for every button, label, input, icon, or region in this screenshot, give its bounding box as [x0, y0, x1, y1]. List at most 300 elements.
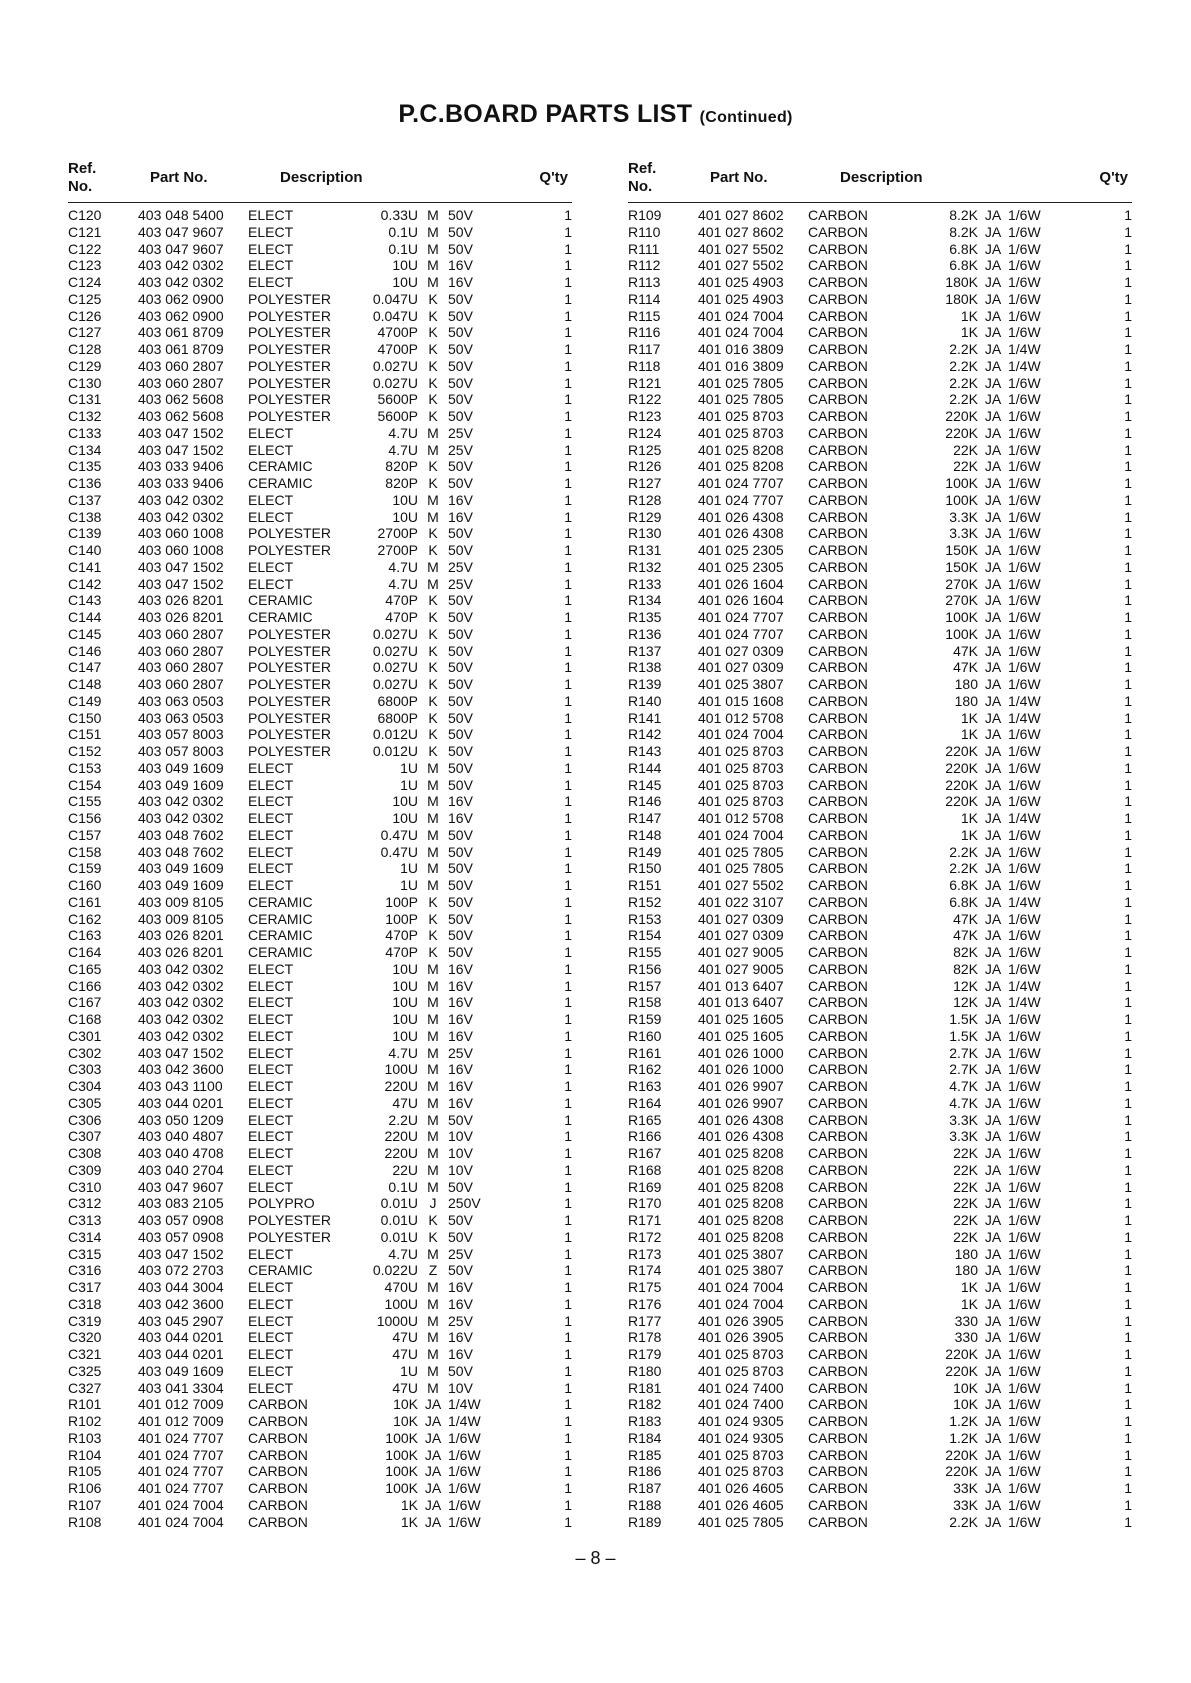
- description-cell: POLYESTER: [248, 1228, 331, 1245]
- part-no-cell: 401 025 8703: [698, 743, 784, 759]
- part-no-cell: 403 042 0302: [138, 960, 224, 977]
- tolerance-cell: JA: [984, 692, 1002, 709]
- rating-cell: 50V: [448, 860, 473, 877]
- value-cell: 33K: [953, 1496, 978, 1513]
- tolerance-cell: M: [427, 994, 439, 1011]
- description-cell: POLYESTER: [248, 341, 331, 357]
- quantity-cell: 1: [564, 508, 572, 525]
- part-no-cell: 401 027 0309: [698, 910, 784, 927]
- value-cell: 2700P: [377, 525, 418, 542]
- quantity-cell: 1: [564, 743, 572, 759]
- value-cell: 4700P: [377, 324, 418, 341]
- description-cell: CARBON: [808, 1111, 868, 1128]
- quantity-cell: 1: [1124, 341, 1132, 357]
- rating-cell: 1/6W: [1008, 1145, 1041, 1161]
- rating-cell: 50V: [448, 542, 473, 558]
- quantity-cell: 1: [1124, 860, 1132, 877]
- rating-cell: 1/6W: [1008, 1061, 1041, 1078]
- ref-no-cell: C305: [68, 1094, 102, 1111]
- value-cell: 10K: [393, 1396, 418, 1413]
- table-row: [628, 492, 1132, 509]
- part-no-cell: 403 062 5608: [138, 408, 224, 424]
- table-row: [68, 860, 572, 877]
- quantity-cell: 1: [564, 1346, 572, 1362]
- table-row: [68, 1346, 572, 1363]
- table-row: [68, 827, 572, 844]
- value-cell: 100K: [945, 609, 978, 625]
- description-cell: POLYESTER: [248, 659, 331, 676]
- quantity-cell: 1: [564, 357, 572, 374]
- table-row: [628, 525, 1132, 542]
- quantity-cell: 1: [1124, 240, 1132, 257]
- rating-cell: 25V: [448, 1245, 473, 1262]
- quantity-cell: 1: [564, 458, 572, 475]
- part-no-cell: 403 042 0302: [138, 793, 224, 810]
- part-no-cell: 403 050 1209: [138, 1111, 224, 1128]
- description-cell: POLYPRO: [248, 1195, 315, 1212]
- tolerance-cell: J: [429, 1195, 437, 1212]
- rating-cell: 50V: [448, 207, 473, 223]
- part-no-cell: 401 024 7707: [698, 609, 784, 625]
- value-cell: 1U: [400, 1362, 418, 1379]
- header-qty: Q'ty: [1099, 169, 1128, 186]
- rating-cell: 16V: [448, 1279, 473, 1295]
- rating-cell: 16V: [448, 977, 473, 994]
- ref-no-cell: C152: [68, 743, 102, 759]
- ref-no-cell: R154: [628, 927, 662, 944]
- rating-cell: 1/6W: [1008, 910, 1041, 927]
- description-cell: POLYESTER: [248, 374, 331, 391]
- table-row: [68, 1380, 572, 1397]
- rating-cell: 50V: [448, 1262, 473, 1279]
- value-cell: 10U: [392, 960, 418, 977]
- table-row: [68, 576, 572, 593]
- description-cell: CARBON: [808, 960, 868, 977]
- description-cell: CARBON: [808, 726, 868, 743]
- part-no-cell: 401 016 3809: [698, 341, 784, 357]
- tolerance-cell: K: [428, 726, 438, 743]
- table-row: [68, 743, 572, 760]
- table-row: [628, 207, 1132, 224]
- table-row: [628, 844, 1132, 861]
- ref-no-cell: R174: [628, 1262, 662, 1279]
- value-cell: 22K: [953, 441, 978, 458]
- part-no-cell: 403 047 1502: [138, 558, 224, 575]
- tolerance-cell: JA: [984, 843, 1002, 860]
- part-no-cell: 401 027 0309: [698, 642, 784, 659]
- tolerance-cell: M: [427, 1362, 439, 1379]
- quantity-cell: 1: [564, 441, 572, 458]
- quantity-cell: 1: [564, 944, 572, 960]
- table-row: [628, 978, 1132, 995]
- table-row: [68, 308, 572, 325]
- part-no-cell: 403 048 5400: [138, 207, 224, 223]
- value-cell: 2.2K: [949, 1513, 978, 1530]
- ref-no-cell: C302: [68, 1044, 102, 1061]
- rating-cell: 1/6W: [1008, 207, 1041, 223]
- rating-cell: 1/6W: [1008, 1279, 1041, 1295]
- part-no-cell: 401 024 9305: [698, 1429, 784, 1446]
- part-no-cell: 403 042 0302: [138, 274, 224, 290]
- value-cell: 1.2K: [949, 1413, 978, 1429]
- part-no-cell: 401 027 8602: [698, 223, 784, 240]
- tolerance-cell: JA: [984, 860, 1002, 877]
- tolerance-cell: JA: [984, 324, 1002, 341]
- value-cell: 0.027U: [372, 374, 418, 391]
- value-cell: 47K: [953, 659, 978, 676]
- value-cell: 0.1U: [388, 223, 418, 240]
- ref-no-cell: R167: [628, 1145, 662, 1161]
- rating-cell: 1/6W: [448, 1480, 481, 1496]
- ref-no-cell: R150: [628, 860, 662, 877]
- tolerance-cell: K: [428, 592, 438, 609]
- value-cell: 10U: [392, 810, 418, 826]
- table-row: [628, 257, 1132, 274]
- description-cell: CARBON: [808, 575, 868, 592]
- quantity-cell: 1: [1124, 223, 1132, 240]
- part-no-cell: 403 057 0908: [138, 1212, 224, 1228]
- quantity-cell: 1: [1124, 1111, 1132, 1128]
- quantity-cell: 1: [564, 759, 572, 776]
- quantity-cell: 1: [1124, 207, 1132, 223]
- tolerance-cell: JA: [984, 1446, 1002, 1463]
- description-cell: CARBON: [808, 843, 868, 860]
- part-no-cell: 401 026 4308: [698, 525, 784, 542]
- rating-cell: 1/6W: [1008, 1044, 1041, 1061]
- ref-no-cell: C163: [68, 927, 102, 944]
- description-cell: CARBON: [808, 1145, 868, 1161]
- ref-no-cell: R168: [628, 1161, 662, 1178]
- quantity-cell: 1: [564, 391, 572, 408]
- value-cell: 2.7K: [949, 1061, 978, 1078]
- ref-no-cell: C319: [68, 1312, 102, 1329]
- ref-no-cell: C167: [68, 994, 102, 1011]
- rating-cell: 25V: [448, 1044, 473, 1061]
- part-no-cell: 403 042 0302: [138, 491, 224, 508]
- value-cell: 270K: [945, 575, 978, 592]
- tolerance-cell: M: [427, 491, 439, 508]
- rating-cell: 50V: [448, 374, 473, 391]
- parts-table-left: [68, 158, 572, 1530]
- description-cell: ELECT: [248, 508, 294, 525]
- tolerance-cell: JA: [984, 341, 1002, 357]
- value-cell: 0.47U: [380, 826, 418, 843]
- ref-no-cell: C150: [68, 709, 102, 726]
- rating-cell: 1/6W: [1008, 223, 1041, 240]
- part-no-cell: 401 025 4903: [698, 274, 784, 290]
- quantity-cell: 1: [564, 525, 572, 542]
- quantity-cell: 1: [1124, 709, 1132, 726]
- quantity-cell: 1: [1124, 357, 1132, 374]
- description-cell: CERAMIC: [248, 475, 313, 491]
- table-row: [68, 994, 572, 1011]
- value-cell: 4.7U: [388, 424, 418, 441]
- rating-cell: 1/6W: [1008, 1212, 1041, 1228]
- description-cell: ELECT: [248, 1111, 294, 1128]
- value-cell: 220K: [945, 776, 978, 793]
- rating-cell: 1/6W: [448, 1463, 481, 1480]
- value-cell: 10U: [392, 1027, 418, 1044]
- quantity-cell: 1: [1124, 1027, 1132, 1044]
- quantity-cell: 1: [564, 274, 572, 290]
- ref-no-cell: R131: [628, 542, 662, 558]
- part-no-cell: 403 060 2807: [138, 642, 224, 659]
- tolerance-cell: JA: [984, 1161, 1002, 1178]
- quantity-cell: 1: [1124, 1413, 1132, 1429]
- rating-cell: 1/6W: [1008, 609, 1041, 625]
- quantity-cell: 1: [1124, 424, 1132, 441]
- ref-no-cell: R184: [628, 1429, 662, 1446]
- quantity-cell: 1: [1124, 542, 1132, 558]
- description-cell: CARBON: [808, 1279, 868, 1295]
- value-cell: 82K: [953, 960, 978, 977]
- quantity-cell: 1: [1124, 257, 1132, 274]
- quantity-cell: 1: [1124, 307, 1132, 324]
- ref-no-cell: R170: [628, 1195, 662, 1212]
- rating-cell: 1/6W: [1008, 759, 1041, 776]
- ref-no-cell: R157: [628, 977, 662, 994]
- value-cell: 10K: [953, 1396, 978, 1413]
- part-no-cell: 403 060 2807: [138, 357, 224, 374]
- quantity-cell: 1: [564, 977, 572, 994]
- ref-no-cell: C307: [68, 1128, 102, 1145]
- part-no-cell: 403 060 2807: [138, 659, 224, 676]
- part-no-cell: 401 024 7400: [698, 1379, 784, 1396]
- table-row: [68, 911, 572, 928]
- rating-cell: 1/6W: [1008, 960, 1041, 977]
- quantity-cell: 1: [1124, 1279, 1132, 1295]
- table-row: [68, 1413, 572, 1430]
- value-cell: 0.027U: [372, 642, 418, 659]
- table-row: [68, 877, 572, 894]
- quantity-cell: 1: [564, 1446, 572, 1463]
- quantity-cell: 1: [564, 1312, 572, 1329]
- part-no-cell: 401 026 1604: [698, 575, 784, 592]
- ref-no-cell: R122: [628, 391, 662, 408]
- description-cell: CARBON: [808, 357, 868, 374]
- rating-cell: 1/6W: [1008, 558, 1041, 575]
- table-row: [628, 375, 1132, 392]
- description-cell: POLYESTER: [248, 542, 331, 558]
- table-row: [68, 291, 572, 308]
- part-no-cell: 403 033 9406: [138, 475, 224, 491]
- ref-no-cell: R139: [628, 676, 662, 692]
- tolerance-cell: M: [427, 843, 439, 860]
- tolerance-cell: K: [428, 743, 438, 759]
- description-cell: ELECT: [248, 877, 294, 893]
- quantity-cell: 1: [564, 1262, 572, 1279]
- part-no-cell: 403 060 2807: [138, 676, 224, 692]
- table-row: [628, 827, 1132, 844]
- tolerance-cell: K: [428, 324, 438, 341]
- quantity-cell: 1: [564, 910, 572, 927]
- part-no-cell: 403 048 7602: [138, 843, 224, 860]
- table-row: [68, 492, 572, 509]
- ref-no-cell: C303: [68, 1061, 102, 1078]
- value-cell: 0.047U: [372, 307, 418, 324]
- description-cell: CARBON: [808, 475, 868, 491]
- ref-no-cell: R127: [628, 475, 662, 491]
- table-row: [628, 944, 1132, 961]
- tolerance-cell: JA: [984, 1262, 1002, 1279]
- value-cell: 1.2K: [949, 1429, 978, 1446]
- ref-no-cell: R104: [68, 1446, 102, 1463]
- part-no-cell: 403 047 9607: [138, 223, 224, 240]
- part-no-cell: 401 025 7805: [698, 860, 784, 877]
- tolerance-cell: JA: [984, 1513, 1002, 1530]
- value-cell: 270K: [945, 592, 978, 609]
- ref-no-cell: C149: [68, 692, 102, 709]
- rating-cell: 1/4W: [1008, 357, 1041, 374]
- part-no-cell: 401 025 7805: [698, 391, 784, 408]
- rating-cell: 50V: [448, 1362, 473, 1379]
- value-cell: 10U: [392, 793, 418, 810]
- rating-cell: 50V: [448, 927, 473, 944]
- rating-cell: 50V: [448, 475, 473, 491]
- ref-no-cell: R123: [628, 408, 662, 424]
- ref-no-cell: R124: [628, 424, 662, 441]
- tolerance-cell: M: [427, 1111, 439, 1128]
- quantity-cell: 1: [1124, 893, 1132, 910]
- value-cell: 100P: [385, 910, 418, 927]
- quantity-cell: 1: [1124, 374, 1132, 391]
- tolerance-cell: JA: [984, 927, 1002, 944]
- table-row: [628, 1430, 1132, 1447]
- description-cell: CARBON: [808, 1027, 868, 1044]
- table-row: [628, 442, 1132, 459]
- quantity-cell: 1: [1124, 1212, 1132, 1228]
- header-rule: [68, 202, 572, 203]
- rating-cell: 1/6W: [1008, 441, 1041, 458]
- ref-no-cell: C313: [68, 1212, 102, 1228]
- ref-no-cell: R185: [628, 1446, 662, 1463]
- description-cell: CARBON: [808, 274, 868, 290]
- tolerance-cell: JA: [984, 1379, 1002, 1396]
- value-cell: 220K: [945, 1346, 978, 1362]
- table-row: [68, 207, 572, 224]
- quantity-cell: 1: [1124, 391, 1132, 408]
- rating-cell: 50V: [448, 307, 473, 324]
- table-header-left: [68, 158, 568, 202]
- part-no-cell: 403 044 3004: [138, 1279, 224, 1295]
- description-cell: CARBON: [808, 1312, 868, 1329]
- rating-cell: 1/6W: [1008, 1228, 1041, 1245]
- tolerance-cell: M: [427, 1044, 439, 1061]
- value-cell: 1K: [960, 726, 978, 743]
- tolerance-cell: M: [427, 558, 439, 575]
- quantity-cell: 1: [1124, 625, 1132, 642]
- description-cell: CERAMIC: [248, 458, 313, 475]
- table-row: [628, 1011, 1132, 1028]
- tolerance-cell: M: [427, 508, 439, 525]
- description-cell: CARBON: [808, 759, 868, 776]
- part-no-cell: 401 025 8208: [698, 441, 784, 458]
- table-row: [628, 1145, 1132, 1162]
- part-no-cell: 403 048 7602: [138, 826, 224, 843]
- table-row: [628, 341, 1132, 358]
- description-cell: ELECT: [248, 223, 294, 240]
- ref-no-cell: C121: [68, 223, 102, 240]
- ref-no-cell: R159: [628, 1011, 662, 1027]
- table-row: [628, 726, 1132, 743]
- rating-cell: 1/6W: [1008, 324, 1041, 341]
- description-cell: CARBON: [808, 508, 868, 525]
- table-header-right: [628, 158, 1128, 202]
- table-row: [68, 1262, 572, 1279]
- part-no-cell: 401 024 7707: [698, 475, 784, 491]
- value-cell: 3.3K: [949, 1128, 978, 1145]
- ref-no-cell: R101: [68, 1396, 102, 1413]
- description-cell: CARBON: [808, 1161, 868, 1178]
- parts-table-right: [628, 158, 1132, 1530]
- description-cell: POLYESTER: [248, 692, 331, 709]
- value-cell: 8.2K: [949, 207, 978, 223]
- description-cell: POLYESTER: [248, 709, 331, 726]
- value-cell: 47U: [392, 1094, 418, 1111]
- description-cell: ELECT: [248, 1312, 294, 1329]
- header-description: Description: [280, 169, 363, 186]
- rating-cell: 1/6W: [1008, 525, 1041, 542]
- table-row: [68, 1128, 572, 1145]
- quantity-cell: 1: [1124, 960, 1132, 977]
- ref-no-cell: C154: [68, 776, 102, 793]
- quantity-cell: 1: [1124, 1145, 1132, 1161]
- table-row: [628, 777, 1132, 794]
- ref-no-cell: R151: [628, 877, 662, 893]
- description-cell: CARBON: [248, 1496, 308, 1513]
- ref-no-cell: R128: [628, 491, 662, 508]
- tolerance-cell: K: [428, 692, 438, 709]
- tolerance-cell: JA: [984, 357, 1002, 374]
- quantity-cell: 1: [564, 424, 572, 441]
- rating-cell: 1/6W: [1008, 1513, 1041, 1530]
- rating-cell: 25V: [448, 441, 473, 458]
- tolerance-cell: JA: [984, 1496, 1002, 1513]
- value-cell: 220K: [945, 1463, 978, 1480]
- description-cell: ELECT: [248, 1078, 294, 1094]
- description-cell: CARBON: [808, 1413, 868, 1429]
- description-cell: ELECT: [248, 1161, 294, 1178]
- tolerance-cell: JA: [984, 1044, 1002, 1061]
- ref-no-cell: R164: [628, 1094, 662, 1111]
- part-no-cell: 401 025 1605: [698, 1027, 784, 1044]
- rating-cell: 50V: [448, 1178, 473, 1195]
- description-cell: CARBON: [248, 1413, 308, 1429]
- table-row: [628, 559, 1132, 576]
- rating-cell: 1/6W: [448, 1496, 481, 1513]
- value-cell: 4.7K: [949, 1078, 978, 1094]
- description-cell: CARBON: [808, 994, 868, 1011]
- table-row: [68, 224, 572, 241]
- table-row: [68, 1011, 572, 1028]
- header-part-no: Part No.: [150, 169, 208, 186]
- rating-cell: 1/6W: [1008, 290, 1041, 307]
- ref-no-cell: R148: [628, 826, 662, 843]
- part-no-cell: 401 025 3807: [698, 1262, 784, 1279]
- part-no-cell: 401 026 4308: [698, 508, 784, 525]
- rating-cell: 10V: [448, 1161, 473, 1178]
- part-no-cell: 401 027 0309: [698, 659, 784, 676]
- ref-no-cell: C130: [68, 374, 102, 391]
- quantity-cell: 1: [564, 307, 572, 324]
- table-row: [628, 659, 1132, 676]
- tolerance-cell: K: [428, 709, 438, 726]
- part-no-cell: 403 040 4807: [138, 1128, 224, 1145]
- part-no-cell: 401 027 5502: [698, 240, 784, 257]
- rating-cell: 1/6W: [448, 1429, 481, 1446]
- tolerance-cell: M: [427, 759, 439, 776]
- part-no-cell: 403 047 1502: [138, 424, 224, 441]
